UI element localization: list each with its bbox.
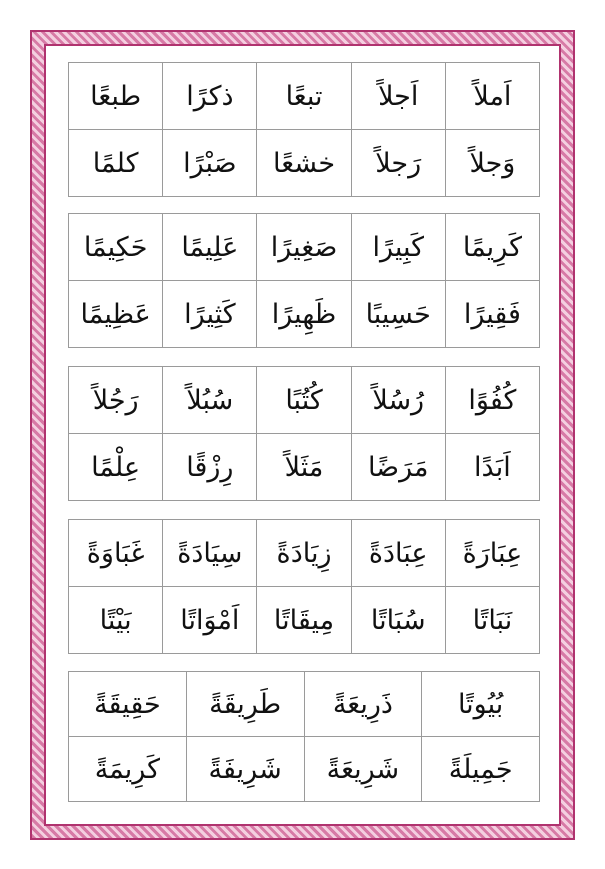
- word-cell: كُفُوًا: [445, 367, 539, 434]
- table-row: [69, 130, 540, 197]
- word-cell: حَكِيمًا: [69, 214, 163, 281]
- word-cell: اَمْوَاتًا: [163, 587, 257, 654]
- table-row: [69, 587, 540, 654]
- table-row: [69, 672, 540, 737]
- word-cell: كَرِيمَةً: [69, 737, 187, 802]
- table-row: [69, 214, 540, 281]
- word-cell: سُبُلاً: [163, 367, 257, 434]
- word-cell: طَرِيقَةً: [186, 672, 304, 737]
- word-table-5: [68, 671, 540, 802]
- word-cell: ذَرِيعَةً: [304, 672, 422, 737]
- word-cell: فَقِيرًا: [445, 281, 539, 348]
- word-cell: رُسُلاً: [351, 367, 445, 434]
- word-cell: شَرِيفَةً: [186, 737, 304, 802]
- word-cell: بَيْتًا: [69, 587, 163, 654]
- word-table-1: [68, 62, 540, 197]
- table-row: [69, 434, 540, 501]
- word-cell: غَبَاوَةً: [69, 520, 163, 587]
- word-cell: كَبِيرًا: [351, 214, 445, 281]
- word-table-3: [68, 366, 540, 501]
- table-row: [69, 520, 540, 587]
- word-cell: حَسِيبًا: [351, 281, 445, 348]
- word-cell: صَغِيرًا: [257, 214, 351, 281]
- table-row: [69, 367, 540, 434]
- word-cell: رَجلاً: [351, 130, 445, 197]
- word-cell: مَثَلاً: [257, 434, 351, 501]
- word-cell: جَمِيلَةً: [422, 737, 540, 802]
- word-cell: رِزْقًا: [163, 434, 257, 501]
- word-cell: اَبَدًا: [445, 434, 539, 501]
- word-cell: رَجُلاً: [69, 367, 163, 434]
- word-cell: اَملاً: [445, 63, 539, 130]
- word-table-2: [68, 213, 540, 348]
- word-cell: بُيُوتًا: [422, 672, 540, 737]
- word-cell: صَبْرًا: [163, 130, 257, 197]
- word-cell: ذكرًا: [163, 63, 257, 130]
- word-cell: كَثِيرًا: [163, 281, 257, 348]
- word-cell: طبعًا: [69, 63, 163, 130]
- word-cell: عَلِيمًا: [163, 214, 257, 281]
- word-cell: نَبَاتًا: [445, 587, 539, 654]
- word-cell: زِيَادَةً: [257, 520, 351, 587]
- word-cell: اَجلاً: [351, 63, 445, 130]
- word-cell: شَرِيعَةً: [304, 737, 422, 802]
- word-cell: عِبَارَةً: [445, 520, 539, 587]
- word-cell: عَظِيمًا: [69, 281, 163, 348]
- word-cell: كُتُبًا: [257, 367, 351, 434]
- word-cell: ظَهِيرًا: [257, 281, 351, 348]
- table-row: [69, 737, 540, 802]
- word-cell: وَجلاً: [445, 130, 539, 197]
- word-table-4: [68, 519, 540, 654]
- table-row: [69, 63, 540, 130]
- word-cell: عِلْمًا: [69, 434, 163, 501]
- word-cell: مِيقَاتًا: [257, 587, 351, 654]
- word-cell: كلمًا: [69, 130, 163, 197]
- word-cell: خشعًا: [257, 130, 351, 197]
- word-cell: سُبَاتًا: [351, 587, 445, 654]
- word-cell: حَقِيقَةً: [69, 672, 187, 737]
- word-cell: كَرِيمًا: [445, 214, 539, 281]
- word-cell: عِبَادَةً: [351, 520, 445, 587]
- table-row: [69, 281, 540, 348]
- word-cell: مَرَضًا: [351, 434, 445, 501]
- word-cell: تبعًا: [257, 63, 351, 130]
- word-cell: سِيَادَةً: [163, 520, 257, 587]
